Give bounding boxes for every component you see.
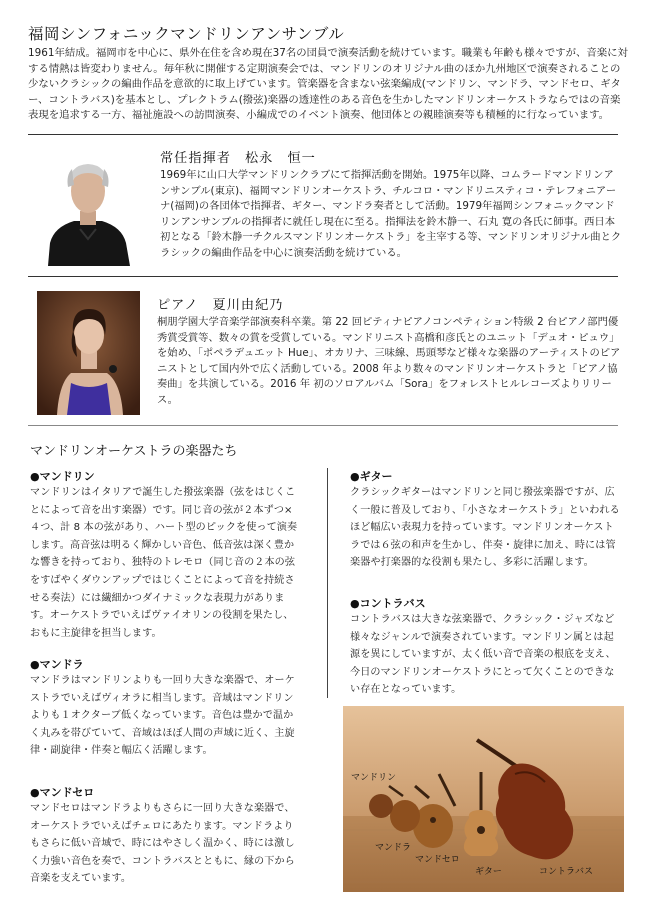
label-mandocello: マンドセロ [415, 855, 460, 865]
pianist-name: 夏川由紀乃 [212, 298, 284, 313]
divider-middle [28, 276, 618, 277]
label-mandola: マンドラ [375, 843, 412, 853]
mandolin-title: ●マンドリン [30, 470, 95, 483]
label-contrabass: コントラバス [539, 867, 594, 877]
conductor-role: 常任指揮者 [160, 151, 231, 166]
contrabass-title: ●コントラバス [350, 597, 426, 610]
mandocello-body: マンドセロはマンドラよりもさらに一回り大きな楽器で、オーケストラでいえばチェロにあたります。マンドラよりもさらに低い音域で、時にはやさしく温かく、時には激しく力強い音色を奏で、コントラバスとともに、縁の下から音楽を支えています。 [30, 803, 295, 885]
pianist-bio: 桐朋学園大学音楽学部演奏科卒業。第 22 回ピティナピアノコンペティション特級 2 台ピアノ部門優秀賞受賞等、数々の賞を受賞している。マンドリニスト高橋和彦氏とのユニット「デュオ・ピュウ」を始め、「ポペラデュエット Hue」、オカリナ、三味線、馬頭琴など様々な楽器のアーティストのピアニストとして国内外で広く活動している。2008 年より数々のマンドリンオーケストラと「ピアノ協奏曲」を共演している。2016 年 初のソロアルバム「Sora」をフォレストヒルレコーズよりリリース。 [157, 316, 621, 406]
instruments-photo [343, 706, 624, 892]
guitar-body: クラシックギターはマンドリンと同じ撥弦楽器ですが、広く一般に普及しており、「小さなオーケストラ」といわれるほど幅広い表現力を持っています。マンドリンオーケストラでは６弦の和声を生かし、伴奏・旋律に加え、時には管楽器や打楽器的な役割も果たし、多彩に活躍します。 [350, 487, 620, 569]
contrabass-body: コントラバスは大きな弦楽器で、クラシック・ジャズなど様々なジャンルで演奏されています。マンドリン属とは起源を異にしていますが、太く低い音で音楽の根底を支え、今日のマンドリンオーケストラにとって欠くことのできない存在となっています。 [350, 614, 616, 696]
mandolin-body: マンドリンはイタリアで誕生した撥弦楽器（弦をはじくことによって音を出す楽器）です。同じ音の弦が２本ずつ×４つ、計 8 本の弦があり、ハート型のピックを使って演奏します。高音弦は明るく輝かしい音色、低音弦は深く豊かな響きを持っており、独特のトレモロ（同じ音の２本の弦をすばやくダウンアップではじくことによって音を持続させる奏法）には繊細かつダイナミックな表現力があります。オーケストラでいえばヴァイオリンの役割を果たし、おもに主旋律を担当します。 [30, 487, 298, 639]
mandola-title: ●マンドラ [30, 658, 84, 671]
pianist-heading [157, 294, 283, 313]
conductor-photo [40, 151, 136, 266]
label-guitar: ギター [475, 867, 502, 877]
pianist-role: ピアノ [157, 298, 199, 313]
pianist-photo [37, 291, 140, 415]
divider-section [28, 425, 618, 426]
page-title: 福岡シンフォニックマンドリンアンサンブル [28, 25, 345, 43]
guitar-title: ●ギター [350, 470, 393, 483]
label-mandolin: マンドリン [351, 773, 397, 783]
instruments-heading: マンドリンオーケストラの楽器たち [30, 444, 238, 459]
conductor-name: 松永 恒一 [244, 151, 316, 166]
conductor-bio: 1969年に山口大学マンドリンクラブにて指揮活動を開始。1975年以降、コムラードマンドリンアンサンブル(東京)、福岡マンドリンオーケストラ、チルコロ・マンドリニスティコ・テレフォニアーナ(福岡)の各団体で指揮者、ギター、マンドラ奏者として活動。1979年福岡シンフォニックマンドリンアンサンブルの指揮者に就任し現在に至る。指揮法を鈴木静一、石丸 寛の各氏に師事。西日本初となる「鈴木静一チクルスマンドリンオーケストラ」を主宰する等、マンドリンオリジナル曲とクラシックの編曲作品を中心に演奏活動を続けている。 [160, 169, 622, 259]
mandocello-title: ●マンドセロ [30, 786, 95, 799]
conductor-heading [160, 147, 316, 166]
mandola-body: マンドラはマンドリンよりも一回り大きな楽器で、オーケストラでいえばヴィオラに相当します。音域はマンドリンよりも１オクターブ低くなっています。音色は豊かで温かく丸みを帯びていて、音域はほぼ人間の声域に近く、主旋律・副旋律・伴奏と幅広く活躍します。 [30, 675, 295, 757]
column-divider [327, 468, 328, 698]
divider-top [28, 134, 618, 135]
intro-text: 1961年結成。福岡市を中心に、県外在住を含め現在37名の団員で演奏活動を続けています。職業も年齢も様々ですが、音楽に対する情熱は皆変わりません。毎年秋に開催する定期演奏会では、マンドリンのオリジナル曲のほか九州地区で演奏されることの少ないクラシックの編曲作品を意欲的に取上げています。管楽器を含まない弦楽編成(マンドリン、マンドラ、マンドセロ、ギター、コントラバス)を基本とし、プレクトラム(撥弦)楽器の透達性のある音色を生かしたマンドリンオーケストラならではの音楽表現を追求する一方、福祉施設への訪問演奏、小編成でのイベント演奏、他団体との親睦演奏等も積極的に行なっています。 [28, 47, 628, 122]
